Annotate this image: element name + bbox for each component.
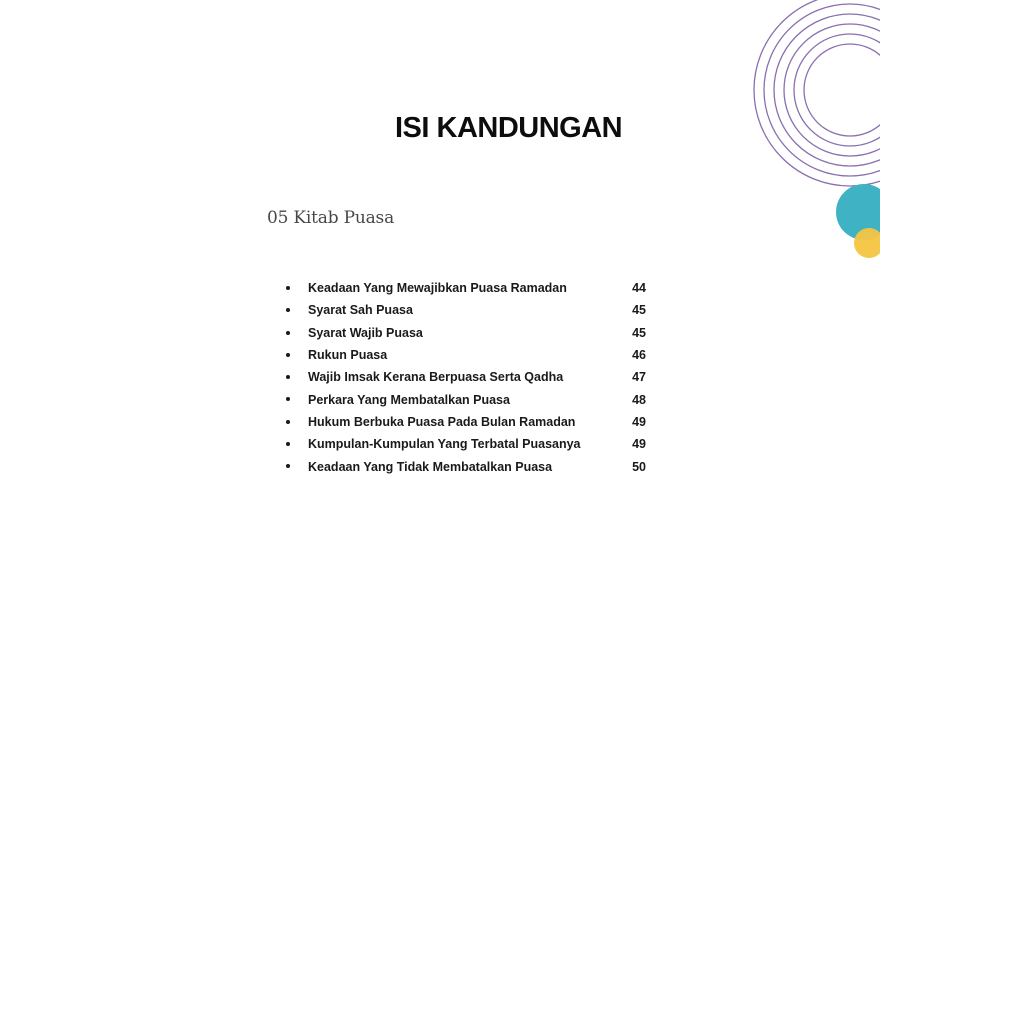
toc-item-page: 49 bbox=[632, 414, 646, 429]
toc-item-page: 49 bbox=[632, 437, 646, 452]
toc-item-page: 46 bbox=[632, 348, 646, 363]
bullet-icon bbox=[286, 331, 290, 335]
toc-item-page: 45 bbox=[632, 303, 646, 318]
toc-item bbox=[286, 433, 648, 455]
rings-group bbox=[754, 0, 880, 186]
toc-item-page: 47 bbox=[632, 370, 646, 385]
toc-item bbox=[286, 322, 648, 344]
toc-item-label: Keadaan Yang Mewajibkan Puasa Ramadan bbox=[308, 281, 567, 296]
toc-item-label: Syarat Sah Puasa bbox=[308, 303, 413, 318]
toc-item bbox=[286, 455, 648, 477]
toc-item bbox=[286, 277, 648, 299]
bullet-icon bbox=[286, 375, 290, 379]
toc-item-label: Perkara Yang Membatalkan Puasa bbox=[308, 392, 510, 407]
ring-3 bbox=[774, 14, 880, 166]
ring-6 bbox=[804, 44, 880, 136]
toc-item-page: 44 bbox=[632, 281, 646, 296]
bullet-icon bbox=[286, 286, 290, 290]
concentric-rings-decoration bbox=[740, 0, 880, 270]
bullet-icon bbox=[286, 464, 290, 468]
toc-item bbox=[286, 299, 648, 321]
toc-item-label: Wajib Imsak Kerana Berpuasa Serta Qadha bbox=[308, 370, 564, 385]
toc-item bbox=[286, 366, 648, 388]
toc-item-page: 50 bbox=[632, 459, 646, 474]
toc-item-label: Hukum Berbuka Puasa Pada Bulan Ramadan bbox=[308, 414, 576, 429]
page-title: ISI KANDUNGAN bbox=[395, 112, 623, 144]
toc-item-page: 45 bbox=[632, 325, 646, 340]
section-heading: 05 Kitab Puasa bbox=[267, 208, 395, 228]
toc-item bbox=[286, 344, 648, 366]
bullet-icon bbox=[286, 353, 290, 357]
toc-item bbox=[286, 388, 648, 410]
ring-5 bbox=[794, 34, 880, 146]
toc-item-page: 48 bbox=[632, 392, 646, 407]
toc-item bbox=[286, 411, 648, 433]
bullet-icon bbox=[286, 308, 290, 312]
bullet-icon bbox=[286, 397, 290, 401]
bullet-icon bbox=[286, 442, 290, 446]
toc-item-label: Syarat Wajib Puasa bbox=[308, 325, 423, 340]
ring-4 bbox=[784, 24, 880, 156]
toc-item-label: Rukun Puasa bbox=[308, 348, 388, 363]
table-of-contents bbox=[286, 277, 648, 478]
bullet-icon bbox=[286, 420, 290, 424]
toc-item-label: Kumpulan-Kumpulan Yang Terbatal Puasanya bbox=[308, 437, 581, 452]
toc-item-label: Keadaan Yang Tidak Membatalkan Puasa bbox=[308, 459, 553, 474]
